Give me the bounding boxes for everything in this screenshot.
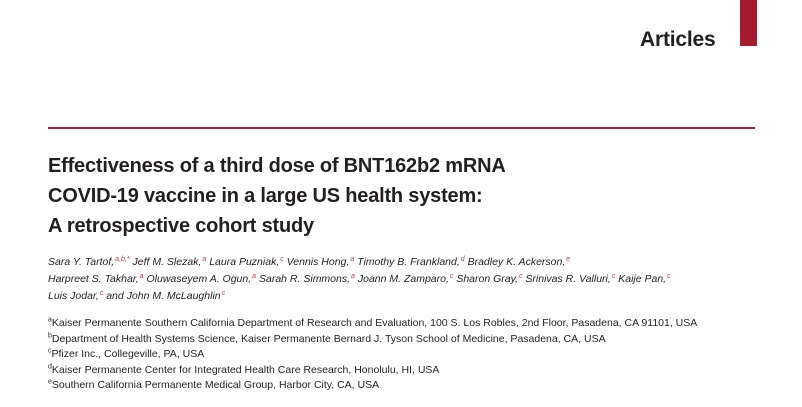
section-label: Articles [640,28,716,51]
author-name: Sara Y. Tartof, [48,256,115,268]
author-name: Timothy B. Frankland, [357,256,460,268]
author-affiliation-mark: a [351,272,355,280]
author-affiliation-mark: d [460,255,465,263]
author-affiliation-mark: c [667,272,671,280]
affiliation [48,332,748,348]
affiliation-letter: d [48,363,52,370]
title-line: A retrospective cohort study [48,215,314,237]
affiliation [48,378,748,394]
author-affiliation-mark: a [252,272,257,280]
affiliation-text: Pfizer Inc., Collegeville, PA, USA [51,348,205,360]
author-affiliation-mark: a [350,255,355,263]
author-affiliation-mark: a [202,255,207,263]
author[interactable] [48,273,144,285]
accent-bar [740,0,757,46]
affiliation [48,347,748,363]
author-line [48,271,748,288]
affiliation-letter: c [48,347,52,355]
author[interactable] [456,273,522,285]
author-name: and John M. McLaughlin [106,290,221,302]
author[interactable] [525,273,615,285]
author[interactable] [259,273,355,285]
author[interactable] [357,256,465,268]
title-line: COVID-19 vaccine in a large US health system: [48,185,483,207]
affiliation [48,316,748,332]
author-name: Harpreet S. Takhar, [48,273,139,285]
affiliation-text: Kaiser Permanente Center for Integrated Health Care Research, Honolulu, HI, USA [51,363,440,376]
author[interactable] [468,256,571,268]
author-affiliation-mark: c [280,255,284,263]
author-affiliation-mark: c [221,289,226,297]
affiliation-text: Department of Health Systems Science, Kaiser Permanente Bernard J. Tyson School of Medicine, Pasadena, CA, USA [51,332,606,345]
author-name: Sharon Gray, [456,273,518,285]
author-list [48,254,748,305]
header-rule [48,127,755,129]
author-affiliation-mark: c [519,272,523,280]
affiliation-letter: e [48,378,52,386]
author-name: Luis Jodar, [48,290,99,302]
author[interactable] [133,256,207,268]
title-line: Effectiveness of a third dose of BNT162b2 mRNA [48,155,506,177]
author-name: Kaije Pan, [618,273,667,285]
author[interactable] [358,273,454,285]
author[interactable] [48,256,130,268]
author-name: Laura Puzniak, [209,256,280,268]
author-affiliation-mark: e [566,255,571,263]
author-name: Srinivas R. Valluri, [525,273,611,285]
author[interactable] [48,290,103,302]
affiliation [48,363,748,379]
author[interactable] [618,273,670,285]
author-name: Bradley K. Ackerson, [467,256,566,268]
author-name: Joann M. Zamparo, [357,273,449,285]
author-affiliation-mark: a [139,272,144,280]
author[interactable] [106,290,225,302]
author-line [48,254,748,271]
author-name: Jeff M. Slezak, [132,256,202,268]
author-affiliation-mark: c [449,272,454,280]
author[interactable] [209,256,284,268]
author-name: Vennis Hong, [286,256,350,268]
author-name: Sarah R. Simmons, [259,273,351,285]
author-name: Oluwaseyem A. Ogun, [146,273,252,285]
author[interactable] [287,256,355,268]
affiliation-letter: a [48,316,52,324]
author-affiliation-mark: c [611,272,616,280]
author[interactable] [147,273,257,285]
author-affiliation-mark: a,b,* [115,255,130,263]
affiliation-text: Southern California Permanente Medical Group, Harbor City, CA, USA [51,379,380,391]
article-title [48,151,738,241]
author-affiliation-mark: c [99,289,104,297]
affiliation-text: Kaiser Permanente Southern California Department of Research and Evaluation, 100 S. Los Robles, 2nd Floor, Pasadena, CA 91101, USA [51,317,698,329]
affiliation-letter: b [48,332,52,339]
affiliation-list [48,316,748,394]
author-line [48,288,748,305]
